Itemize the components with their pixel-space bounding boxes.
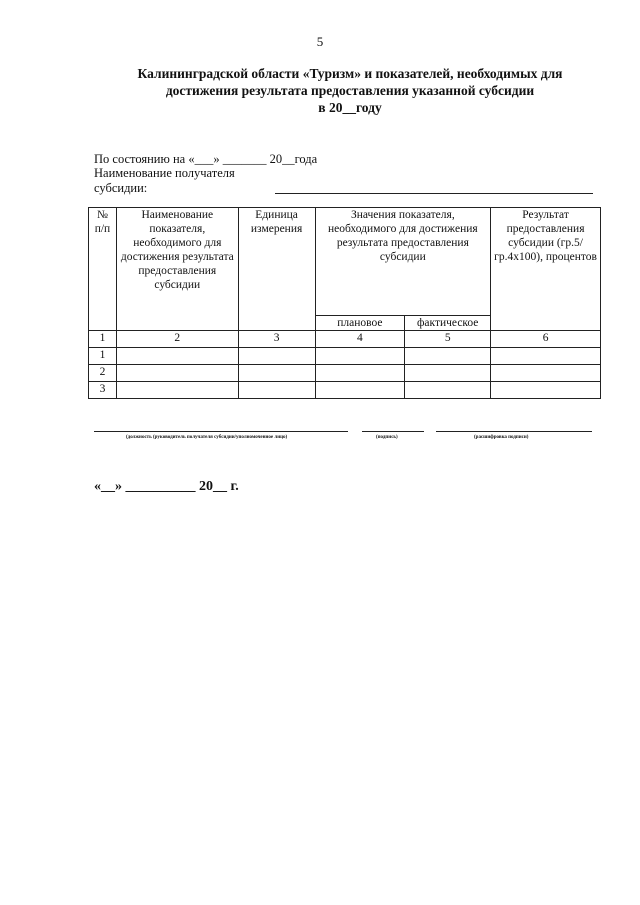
indicator-table — [88, 207, 601, 399]
header-actual: фактическое — [405, 316, 491, 331]
header-indicator-name: Наименование показателя, необходимого для достижения результата предоставления субсидии — [116, 208, 238, 331]
page-number: 5 — [316, 34, 324, 49]
header-unit: Единица измерения — [238, 208, 315, 331]
header-result: Результат предоставления субсидии (гр.5/гр.4х100), процентов — [491, 208, 601, 331]
planned-cell[interactable] — [315, 348, 405, 365]
signing-date-line: «__» __________ 20__ г. — [94, 479, 239, 494]
row-number: 3 — [89, 382, 117, 399]
actual-cell[interactable] — [405, 365, 491, 382]
header-num: № п/п — [89, 208, 117, 331]
recipient-label-line-1: Наименование получателя — [94, 166, 235, 180]
unit-cell[interactable] — [238, 365, 315, 382]
column-number-row — [89, 331, 601, 348]
column-number: 3 — [238, 331, 315, 348]
column-number: 2 — [116, 331, 238, 348]
row-number: 2 — [89, 365, 117, 382]
indicator-name-cell[interactable] — [116, 348, 238, 365]
decode-caption: (расшифровка подписи) — [474, 435, 529, 440]
title-line-1: Калининградской области «Туризм» и показателей, необходимых для — [137, 66, 563, 81]
column-number: 6 — [491, 331, 601, 348]
result-cell[interactable] — [491, 382, 601, 399]
signature-caption: (подпись) — [376, 435, 398, 440]
column-number: 4 — [315, 331, 405, 348]
document-title — [90, 65, 610, 116]
header-planned: плановое — [315, 316, 405, 331]
planned-cell[interactable] — [315, 382, 405, 399]
result-cell[interactable] — [491, 365, 601, 382]
actual-cell[interactable] — [405, 348, 491, 365]
unit-cell[interactable] — [238, 382, 315, 399]
indicator-name-cell[interactable] — [116, 365, 238, 382]
unit-cell[interactable] — [238, 348, 315, 365]
recipient-name-field[interactable] — [275, 193, 593, 194]
result-cell[interactable] — [491, 348, 601, 365]
column-number: 5 — [405, 331, 491, 348]
title-line-2: достижения результата предоставления указанной субсидии — [165, 83, 535, 98]
as-of-date-line: По состоянию на «___» _______ 20__года — [94, 152, 318, 166]
position-signature-line[interactable] — [94, 431, 348, 432]
position-caption: (должность (руководитель получателя субсидии/уполномоченное лицо) — [126, 435, 288, 440]
table-row — [89, 382, 601, 399]
table-row — [89, 365, 601, 382]
table-row — [89, 348, 601, 365]
indicator-name-cell[interactable] — [116, 382, 238, 399]
title-line-3: в 20__году — [318, 100, 382, 115]
actual-cell[interactable] — [405, 382, 491, 399]
recipient-label-line-2: субсидии: — [94, 181, 148, 195]
row-number: 1 — [89, 348, 117, 365]
header-indicator-values: Значения показателя, необходимого для достижения результата предоставления субсидии — [315, 208, 491, 316]
planned-cell[interactable] — [315, 365, 405, 382]
signature-decode-line[interactable] — [436, 431, 592, 432]
signature-line[interactable] — [362, 431, 424, 432]
column-number: 1 — [89, 331, 117, 348]
